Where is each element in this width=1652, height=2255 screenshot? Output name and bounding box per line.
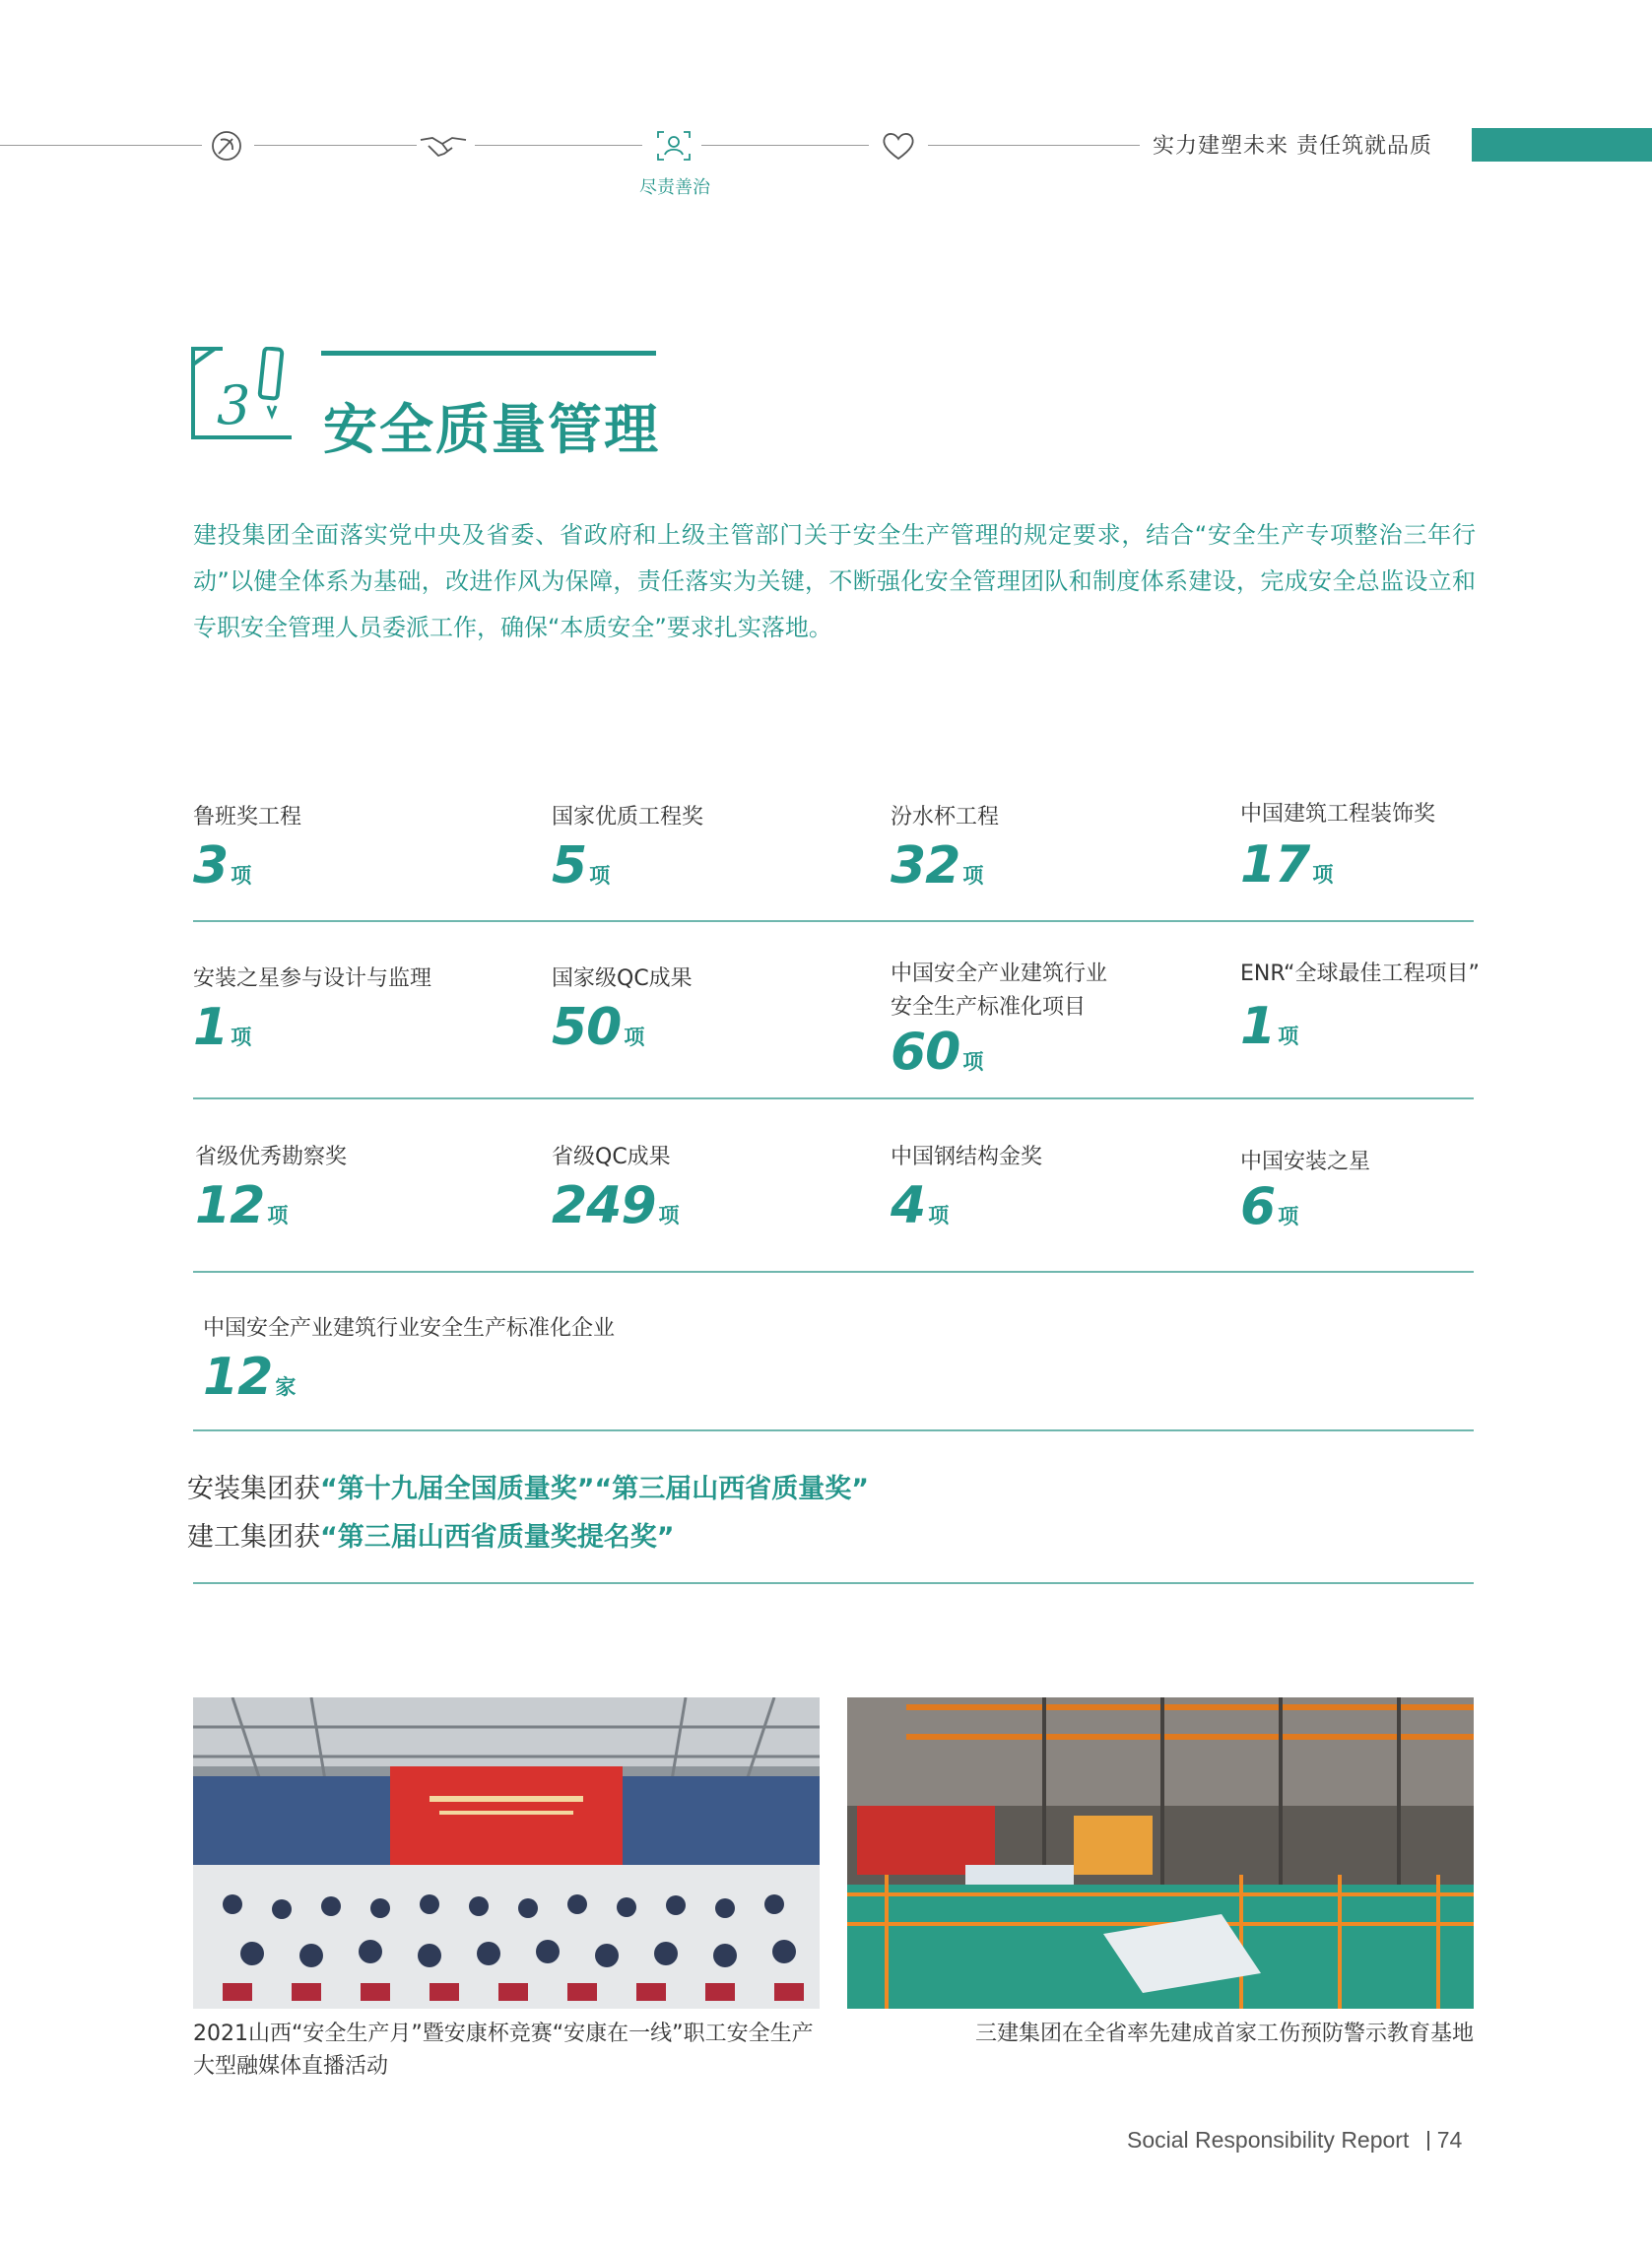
handshake-icon[interactable] [419, 128, 470, 164]
stat-label: 中国钢结构金奖 [891, 1145, 1043, 1169]
governance-icon[interactable] [654, 128, 694, 164]
stat-steel-gold [891, 1141, 1042, 1245]
awards-divider [193, 1582, 1474, 1584]
stats-divider [193, 1271, 1474, 1273]
award-highlight: “第十九届全国质量奖”“第三届山西省质量奖” [320, 1474, 869, 1504]
top-rule-4 [701, 145, 869, 146]
stat-label: 中国建筑工程装饰奖 [1240, 802, 1436, 827]
stat-provincial-survey [195, 1141, 347, 1245]
stat-label: 国家优质工程奖 [552, 805, 704, 829]
report-title: Social Responsibility Report [1127, 2127, 1410, 2153]
stat-value: 60 [891, 1023, 960, 1082]
stat-label: 安装之星参与设计与监理 [193, 966, 432, 991]
stat-install-star-design [193, 962, 431, 1067]
section-intro: 建投集团全面落实党中央及省委、省政府和上级主管部门关于安全生产管理的规定要求，结合“安全生产专项整治三年行动”以健全体系为基础，改进作风为保障，责任落实为关键，不断强化安全管理团队和制度体系建设，完成安全总监设立和专职安全管理人员委派工作，确保“本质安全”要求扎实落地。 [193, 521, 1476, 641]
stat-label: ENR“全球最佳工程项目” [1240, 962, 1480, 986]
stat-value: 1 [193, 998, 229, 1057]
stat-label: 中国安全产业建筑行业 [891, 962, 1108, 986]
stat-label-line2: 安全生产标准化项目 [891, 995, 1087, 1020]
award-prefix: 建工集团获 [187, 1522, 320, 1553]
top-rule-1 [0, 145, 202, 146]
award-highlight: “第三届山西省质量奖提名奖” [320, 1522, 675, 1553]
photo-injury-prevention-base [847, 1697, 1474, 2009]
photo-caption: 2021山西“安全生产月”暨安康杯竞赛“安康在一线”职工安全生产大型融媒体直播活动 [193, 2022, 814, 2079]
stat-unit: 项 [962, 864, 984, 888]
stats-divider [193, 920, 1474, 922]
stat-unit: 项 [624, 1026, 645, 1049]
stat-decoration-award [1240, 798, 1435, 904]
party-emblem-icon[interactable] [207, 128, 246, 164]
stat-enr-project [1240, 958, 1480, 1066]
stat-label: 中国安全产业建筑行业安全生产标准化企业 [203, 1316, 616, 1341]
section-number: 3 [217, 374, 251, 436]
stat-national-quality [552, 801, 703, 905]
stat-unit: 项 [1278, 1205, 1299, 1228]
stat-value: 3 [193, 836, 229, 895]
stat-value: 4 [891, 1176, 926, 1235]
stat-china-install-star [1240, 1146, 1370, 1246]
stat-value: 6 [1240, 1177, 1276, 1236]
stat-label: 省级优秀勘察奖 [195, 1145, 348, 1169]
section-number-badge [189, 347, 299, 445]
stat-value: 12 [203, 1348, 273, 1407]
photo-caption: 三建集团在全省率先建成首家工伤预防警示教育基地 [974, 2022, 1474, 2046]
award-prefix: 安装集团获 [187, 1474, 320, 1504]
photo-safety-month-event [193, 1697, 820, 2009]
stat-unit: 项 [231, 864, 252, 888]
stat-safety-standard-enterprise [203, 1312, 615, 1417]
stat-unit: 项 [231, 1026, 252, 1049]
stat-unit: 项 [1278, 1025, 1299, 1048]
stat-value: 249 [552, 1176, 656, 1235]
stat-value: 32 [891, 836, 960, 895]
stat-unit: 家 [275, 1375, 297, 1399]
stats-divider [193, 1429, 1474, 1431]
stat-value: 12 [195, 1176, 265, 1235]
top-rule-3 [475, 145, 642, 146]
stats-divider [193, 1097, 1474, 1099]
stat-unit: 项 [589, 864, 611, 888]
stat-provincial-qc [552, 1141, 680, 1245]
stat-unit: 项 [928, 1204, 950, 1227]
stat-value: 50 [552, 998, 622, 1057]
stat-unit: 项 [962, 1050, 984, 1074]
stat-luban [193, 801, 301, 905]
active-section-label[interactable]: 尽责善治 [639, 177, 710, 198]
stat-unit: 项 [658, 1204, 680, 1227]
stat-label: 中国安装之星 [1240, 1150, 1371, 1174]
top-rule-5 [928, 145, 1140, 146]
stat-label: 汾水杯工程 [891, 805, 1000, 829]
stat-unit: 项 [267, 1204, 289, 1227]
heading-rule [321, 351, 656, 356]
stat-value: 17 [1240, 835, 1310, 895]
stat-label: 鲁班奖工程 [193, 805, 302, 829]
award-line-install-group [187, 1467, 869, 1505]
page-number: 74 [1436, 2127, 1463, 2153]
stat-national-qc [552, 962, 693, 1067]
stat-value: 5 [552, 836, 587, 895]
stat-label: 省级QC成果 [552, 1145, 671, 1169]
footer-separator [1427, 2131, 1429, 2151]
stat-value: 1 [1240, 997, 1276, 1056]
award-line-construction-group [187, 1515, 675, 1554]
stat-label: 国家级QC成果 [552, 966, 693, 991]
heart-icon[interactable] [879, 128, 918, 164]
report-slogan: 实力建塑未来 责任筑就品质 [1153, 134, 1432, 159]
page-footer [1127, 2127, 1462, 2154]
stat-fenshui-cup [891, 801, 999, 905]
stat-safety-standard-project [891, 958, 1107, 1092]
section-title: 安全质量管理 [323, 398, 661, 461]
stat-unit: 项 [1312, 863, 1334, 887]
top-rule-2 [254, 145, 417, 146]
header-accent-bar [1472, 128, 1652, 162]
